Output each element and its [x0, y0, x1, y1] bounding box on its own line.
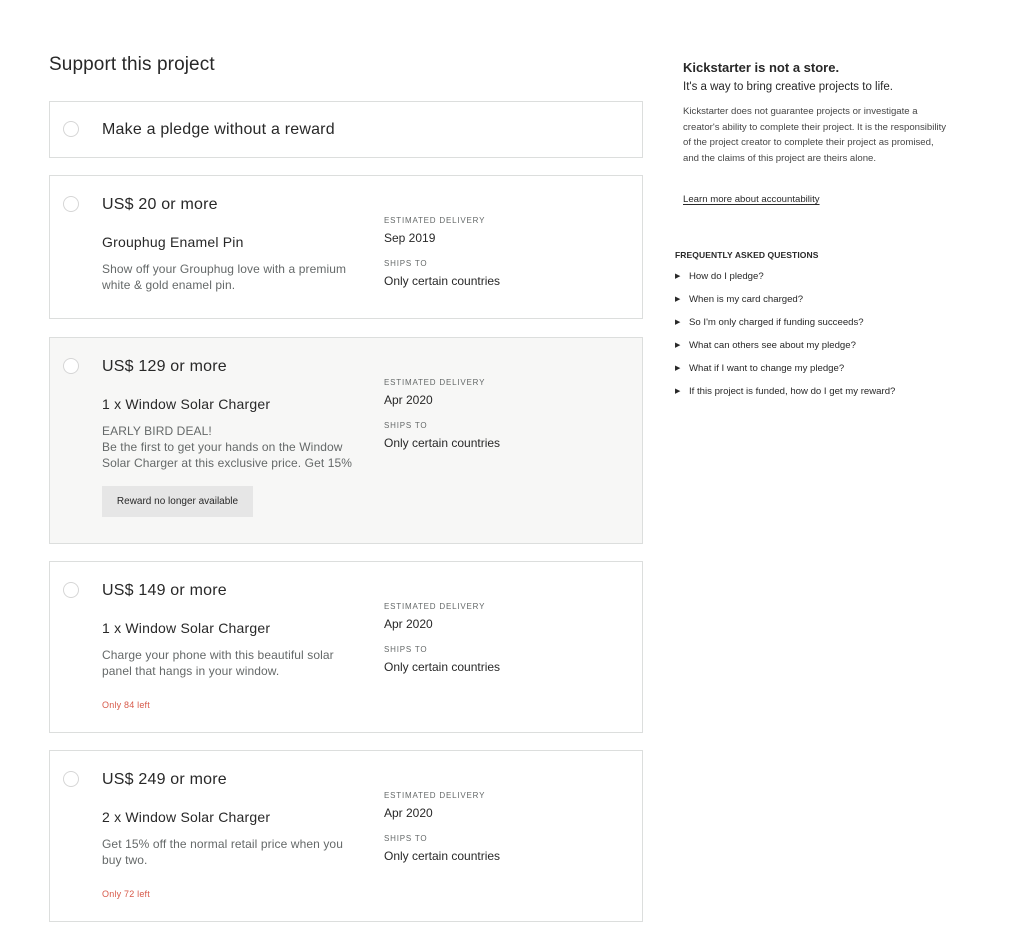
remaining-count: Only 72 left	[102, 889, 150, 899]
delivery-value: Sep 2019	[384, 231, 436, 245]
ships-to-value: Only certain countries	[384, 436, 501, 450]
reward-card[interactable]	[49, 175, 643, 319]
faq-question: If this project is funded, how do I get my reward?	[689, 385, 896, 397]
faq-question: How do I pledge?	[689, 270, 764, 282]
faq-item[interactable]	[675, 338, 975, 352]
reward-description: Show off your Grouphug love with a premium white & gold enamel pin.	[102, 262, 347, 292]
delivery-label: ESTIMATED DELIVERY	[384, 791, 486, 800]
radio-button[interactable]	[63, 196, 79, 212]
ships-to-value: Only certain countries	[384, 660, 501, 674]
reward-price: US$ 20 or more	[102, 196, 218, 213]
triangle-right-icon: ▶	[675, 342, 681, 349]
delivery-label: ESTIMATED DELIVERY	[384, 216, 486, 225]
reward-meta	[384, 791, 624, 864]
faq-heading: FREQUENTLY ASKED QUESTIONS	[675, 250, 819, 260]
faq-question: What can others see about my pledge?	[689, 339, 856, 351]
reward-card[interactable]	[49, 561, 643, 733]
reward-name: Grouphug Enamel Pin	[102, 234, 244, 250]
triangle-right-icon: ▶	[675, 319, 681, 326]
accountability-link[interactable]: Learn more about accountability	[683, 194, 820, 205]
reward-name: 1 x Window Solar Charger	[102, 620, 271, 636]
faq-item[interactable]	[675, 384, 975, 398]
triangle-right-icon: ▶	[675, 365, 681, 372]
faq-item[interactable]	[675, 361, 975, 375]
notice-title: Kickstarter is not a store.	[683, 60, 840, 75]
reward-description: EARLY BIRD DEAL! Be the first to get your hands on the Window Solar Charger at this exclusive price. Get 15%	[102, 424, 353, 470]
radio-button[interactable]	[63, 771, 79, 787]
faq-section	[675, 250, 975, 398]
radio-button[interactable]	[63, 582, 79, 598]
notice-subtitle: It's a way to bring creative projects to life.	[683, 81, 893, 93]
ships-to-label: SHIPS TO	[384, 834, 428, 843]
faq-question: So I'm only charged if funding succeeds?	[689, 316, 864, 328]
reward-description: Charge your phone with this beautiful solar panel that hangs in your window.	[102, 648, 334, 678]
faq-question: When is my card charged?	[689, 293, 804, 305]
reward-description: Get 15% off the normal retail price when you buy two.	[102, 837, 343, 867]
faq-question: What if I want to change my pledge?	[689, 362, 845, 374]
reward-price: US$ 149 or more	[102, 582, 227, 599]
delivery-label: ESTIMATED DELIVERY	[384, 602, 486, 611]
pledge-without-reward-card[interactable]	[49, 101, 643, 158]
faq-item[interactable]	[675, 315, 975, 329]
ships-to-label: SHIPS TO	[384, 645, 428, 654]
ships-to-label: SHIPS TO	[384, 259, 428, 268]
card-title: Make a pledge without a reward	[102, 121, 335, 138]
ships-to-value: Only certain countries	[384, 274, 501, 288]
reward-meta	[384, 378, 624, 451]
reward-name: 1 x Window Solar Charger	[102, 396, 271, 412]
ships-to-value: Only certain countries	[384, 849, 501, 863]
reward-card[interactable]	[49, 750, 643, 922]
triangle-right-icon: ▶	[675, 273, 681, 280]
remaining-count: Only 84 left	[102, 700, 150, 710]
notice-body: Kickstarter does not guarantee projects or investigate a creator's ability to complete their project. It is the responsibility of the project creator to complete their project as promised, and the claims of this project are theirs alone.	[683, 106, 947, 164]
reward-meta	[384, 602, 624, 675]
reward-price: US$ 249 or more	[102, 771, 227, 788]
reward-meta	[384, 216, 624, 289]
triangle-right-icon: ▶	[675, 296, 681, 303]
reward-price: US$ 129 or more	[102, 358, 227, 375]
faq-item[interactable]	[675, 292, 975, 306]
faq-item[interactable]	[675, 269, 975, 283]
delivery-value: Apr 2020	[384, 617, 433, 631]
delivery-value: Apr 2020	[384, 393, 433, 407]
reward-name: 2 x Window Solar Charger	[102, 809, 271, 825]
radio-button	[63, 358, 79, 374]
ships-to-label: SHIPS TO	[384, 421, 428, 430]
delivery-value: Apr 2020	[384, 806, 433, 820]
reward-card-unavailable	[49, 337, 643, 544]
delivery-label: ESTIMATED DELIVERY	[384, 378, 486, 387]
section-title: Support this project	[49, 54, 215, 75]
radio-button[interactable]	[63, 121, 79, 137]
reward-unavailable-button: Reward no longer available	[102, 486, 253, 517]
triangle-right-icon: ▶	[675, 388, 681, 395]
